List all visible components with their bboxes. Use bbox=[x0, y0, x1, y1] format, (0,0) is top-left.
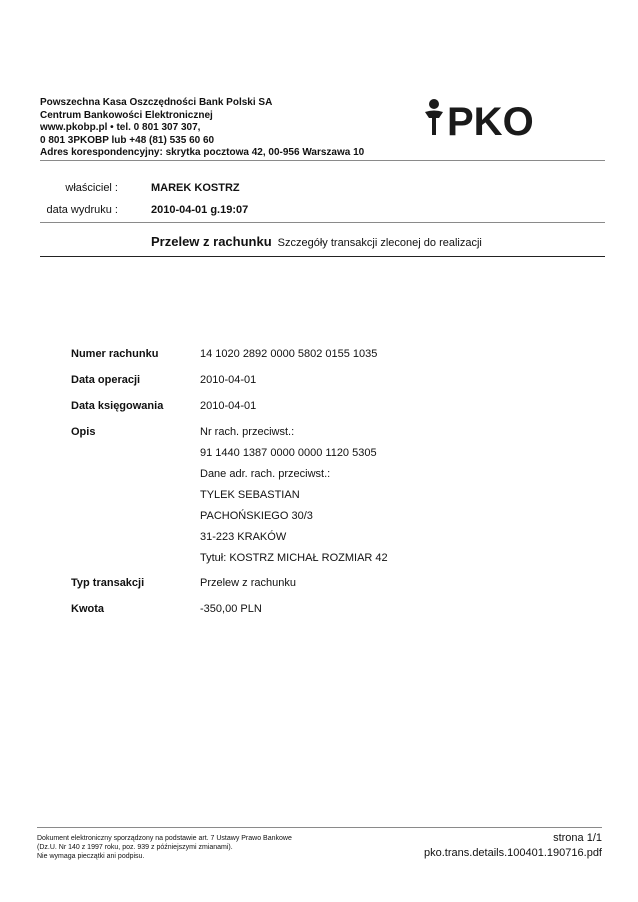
description-line: Dane adr. rach. przeciwst.: bbox=[200, 468, 331, 480]
page-number: strona 1/1 bbox=[553, 832, 602, 844]
operation-date-label: Data operacji bbox=[71, 374, 141, 386]
pko-logo-text: PKO bbox=[447, 100, 534, 139]
footer-divider bbox=[37, 827, 602, 828]
footer-note-line: (Dz.U. Nr 140 z 1997 roku, poz. 939 z późniejszymi zmianami). bbox=[37, 844, 233, 851]
bank-address: Adres korespondencyjny: skrytka pocztowa 42, 00-956 Warszawa 10 bbox=[40, 147, 365, 158]
footer-page-info bbox=[424, 831, 602, 861]
description-line: Tytuł: KOSTRZ MICHAŁ ROZMIAR 42 bbox=[200, 552, 388, 564]
print-date-value: 2010-04-01 g.19:07 bbox=[151, 204, 249, 216]
account-number-value: 14 1020 2892 0000 5802 0155 1035 bbox=[200, 348, 378, 360]
page-title bbox=[151, 233, 482, 251]
footer-legal-note bbox=[37, 834, 292, 861]
description-line: TYLEK SEBASTIAN bbox=[200, 489, 300, 501]
booking-date-value: 2010-04-01 bbox=[200, 400, 257, 412]
owner-label: właściciel : bbox=[65, 182, 118, 194]
bank-contact-phone: 0 801 3PKOBP lub +48 (81) 535 60 60 bbox=[40, 134, 215, 146]
meta-divider bbox=[40, 222, 605, 223]
bank-contact-web: www.pkobp.pl • tel. 0 801 307 307, bbox=[40, 122, 201, 133]
amount-value: -350,00 PLN bbox=[200, 603, 262, 615]
pko-logo bbox=[423, 99, 553, 139]
title-sub: Szczegóły transakcji zleconej do realizacji bbox=[277, 237, 482, 249]
amount-label: Kwota bbox=[71, 603, 104, 615]
title-main: Przelew z rachunku bbox=[151, 234, 272, 249]
footer-note-line: Dokument elektroniczny sporządzony na podstawie art. 7 Ustawy Prawo Bankowe bbox=[37, 835, 292, 842]
description-label: Opis bbox=[71, 426, 96, 438]
footer-note-line: Nie wymaga pieczątki ani podpisu. bbox=[37, 853, 145, 860]
bank-header bbox=[40, 97, 364, 160]
description-line: 91 1440 1387 0000 0000 1120 5305 bbox=[200, 447, 377, 459]
title-divider bbox=[40, 256, 605, 257]
transaction-type-label: Typ transakcji bbox=[71, 577, 145, 589]
bank-name: Powszechna Kasa Oszczędności Bank Polski SA bbox=[40, 97, 273, 108]
owner-value: MAREK KOSTRZ bbox=[151, 182, 240, 194]
file-name: pko.trans.details.100401.190716.pdf bbox=[424, 847, 602, 859]
transaction-type-value: Przelew z rachunku bbox=[200, 577, 296, 589]
bank-department: Centrum Bankowości Elektronicznej bbox=[40, 109, 213, 121]
booking-date-label: Data księgowania bbox=[71, 400, 164, 412]
description-line: PACHOŃSKIEGO 30/3 bbox=[200, 510, 313, 522]
description-line: 31-223 KRAKÓW bbox=[200, 531, 287, 543]
description-line: Nr rach. przeciwst.: bbox=[200, 426, 295, 438]
header-divider bbox=[40, 160, 605, 161]
operation-date-value: 2010-04-01 bbox=[200, 374, 257, 386]
print-date-label: data wydruku : bbox=[46, 204, 118, 216]
account-number-label: Numer rachunku bbox=[71, 348, 159, 360]
